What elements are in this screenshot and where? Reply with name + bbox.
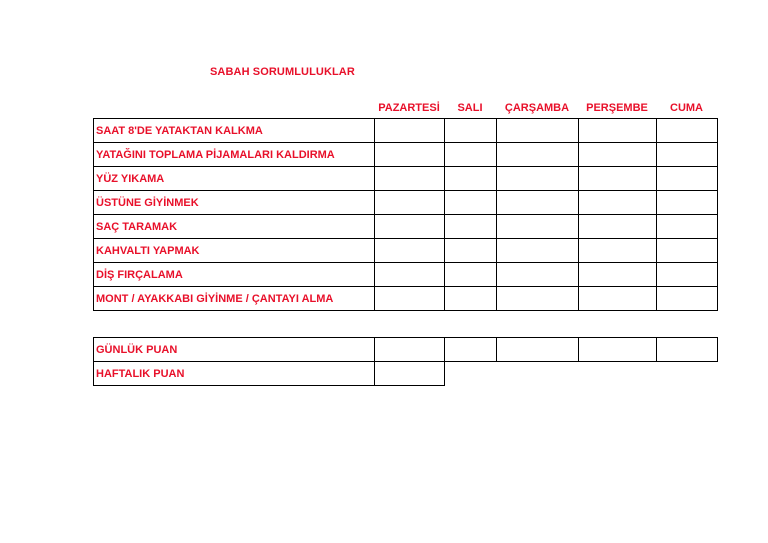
check-cell[interactable] — [445, 143, 497, 167]
table-row — [94, 362, 718, 386]
day-header-friday: CUMA — [670, 102, 703, 114]
score-cell[interactable] — [657, 338, 718, 362]
table-row — [94, 287, 718, 311]
score-cell[interactable] — [375, 338, 445, 362]
day-header-monday: PAZARTESİ — [378, 102, 440, 114]
check-cell[interactable] — [579, 239, 657, 263]
check-cell[interactable] — [375, 287, 445, 311]
check-cell[interactable] — [497, 215, 579, 239]
check-cell[interactable] — [497, 263, 579, 287]
check-cell[interactable] — [579, 167, 657, 191]
score-grid — [93, 337, 718, 386]
score-cell[interactable] — [497, 338, 579, 362]
check-cell[interactable] — [497, 191, 579, 215]
check-cell[interactable] — [657, 143, 718, 167]
check-cell[interactable] — [579, 191, 657, 215]
check-cell[interactable] — [375, 167, 445, 191]
empty-space — [445, 362, 497, 386]
check-cell[interactable] — [375, 119, 445, 143]
check-cell[interactable] — [657, 119, 718, 143]
check-cell[interactable] — [445, 167, 497, 191]
task-label: YÜZ YIKAMA — [94, 167, 375, 191]
check-cell[interactable] — [445, 263, 497, 287]
check-cell[interactable] — [375, 263, 445, 287]
check-cell[interactable] — [445, 287, 497, 311]
check-cell[interactable] — [657, 263, 718, 287]
table-row — [94, 215, 718, 239]
check-cell[interactable] — [579, 119, 657, 143]
check-cell[interactable] — [497, 143, 579, 167]
check-cell[interactable] — [497, 239, 579, 263]
score-cell[interactable] — [579, 338, 657, 362]
weekly-score-label: HAFTALIK PUAN — [94, 362, 375, 386]
table-row — [94, 119, 718, 143]
day-header-tuesday: SALI — [457, 102, 483, 114]
task-label: YATAĞINI TOPLAMA PİJAMALARI KALDIRMA — [94, 143, 375, 167]
task-label: ÜSTÜNE GİYİNMEK — [94, 191, 375, 215]
page-title: SABAH SORUMLULUKLAR — [210, 66, 355, 78]
table-row — [94, 167, 718, 191]
empty-space — [657, 362, 718, 386]
day-header-wednesday: ÇARŞAMBA — [504, 102, 570, 114]
task-grid — [93, 118, 718, 311]
check-cell[interactable] — [445, 239, 497, 263]
weekly-score-cell[interactable] — [375, 362, 445, 386]
table-row — [94, 143, 718, 167]
task-label: SAAT 8'DE YATAKTAN KALKMA — [94, 119, 375, 143]
check-cell[interactable] — [579, 287, 657, 311]
check-cell[interactable] — [497, 119, 579, 143]
check-cell[interactable] — [375, 191, 445, 215]
check-cell[interactable] — [445, 119, 497, 143]
check-cell[interactable] — [657, 215, 718, 239]
check-cell[interactable] — [445, 215, 497, 239]
table-row — [94, 263, 718, 287]
empty-space — [497, 362, 579, 386]
check-cell[interactable] — [579, 263, 657, 287]
check-cell[interactable] — [579, 143, 657, 167]
check-cell[interactable] — [657, 191, 718, 215]
check-cell[interactable] — [657, 239, 718, 263]
daily-score-label: GÜNLÜK PUAN — [94, 338, 375, 362]
table-row — [94, 338, 718, 362]
day-header-thursday: PERŞEMBE — [586, 102, 648, 114]
table-row — [94, 239, 718, 263]
empty-space — [579, 362, 657, 386]
check-cell[interactable] — [657, 167, 718, 191]
check-cell[interactable] — [375, 239, 445, 263]
check-cell[interactable] — [375, 143, 445, 167]
table-row — [94, 191, 718, 215]
check-cell[interactable] — [375, 215, 445, 239]
task-label: KAHVALTI YAPMAK — [94, 239, 375, 263]
task-label: MONT / AYAKKABI GİYİNME / ÇANTAYI ALMA — [94, 287, 375, 311]
score-cell[interactable] — [445, 338, 497, 362]
check-cell[interactable] — [579, 215, 657, 239]
check-cell[interactable] — [497, 167, 579, 191]
check-cell[interactable] — [657, 287, 718, 311]
task-label: SAÇ TARAMAK — [94, 215, 375, 239]
check-cell[interactable] — [445, 191, 497, 215]
task-label: DİŞ FIRÇALAMA — [94, 263, 375, 287]
check-cell[interactable] — [497, 287, 579, 311]
